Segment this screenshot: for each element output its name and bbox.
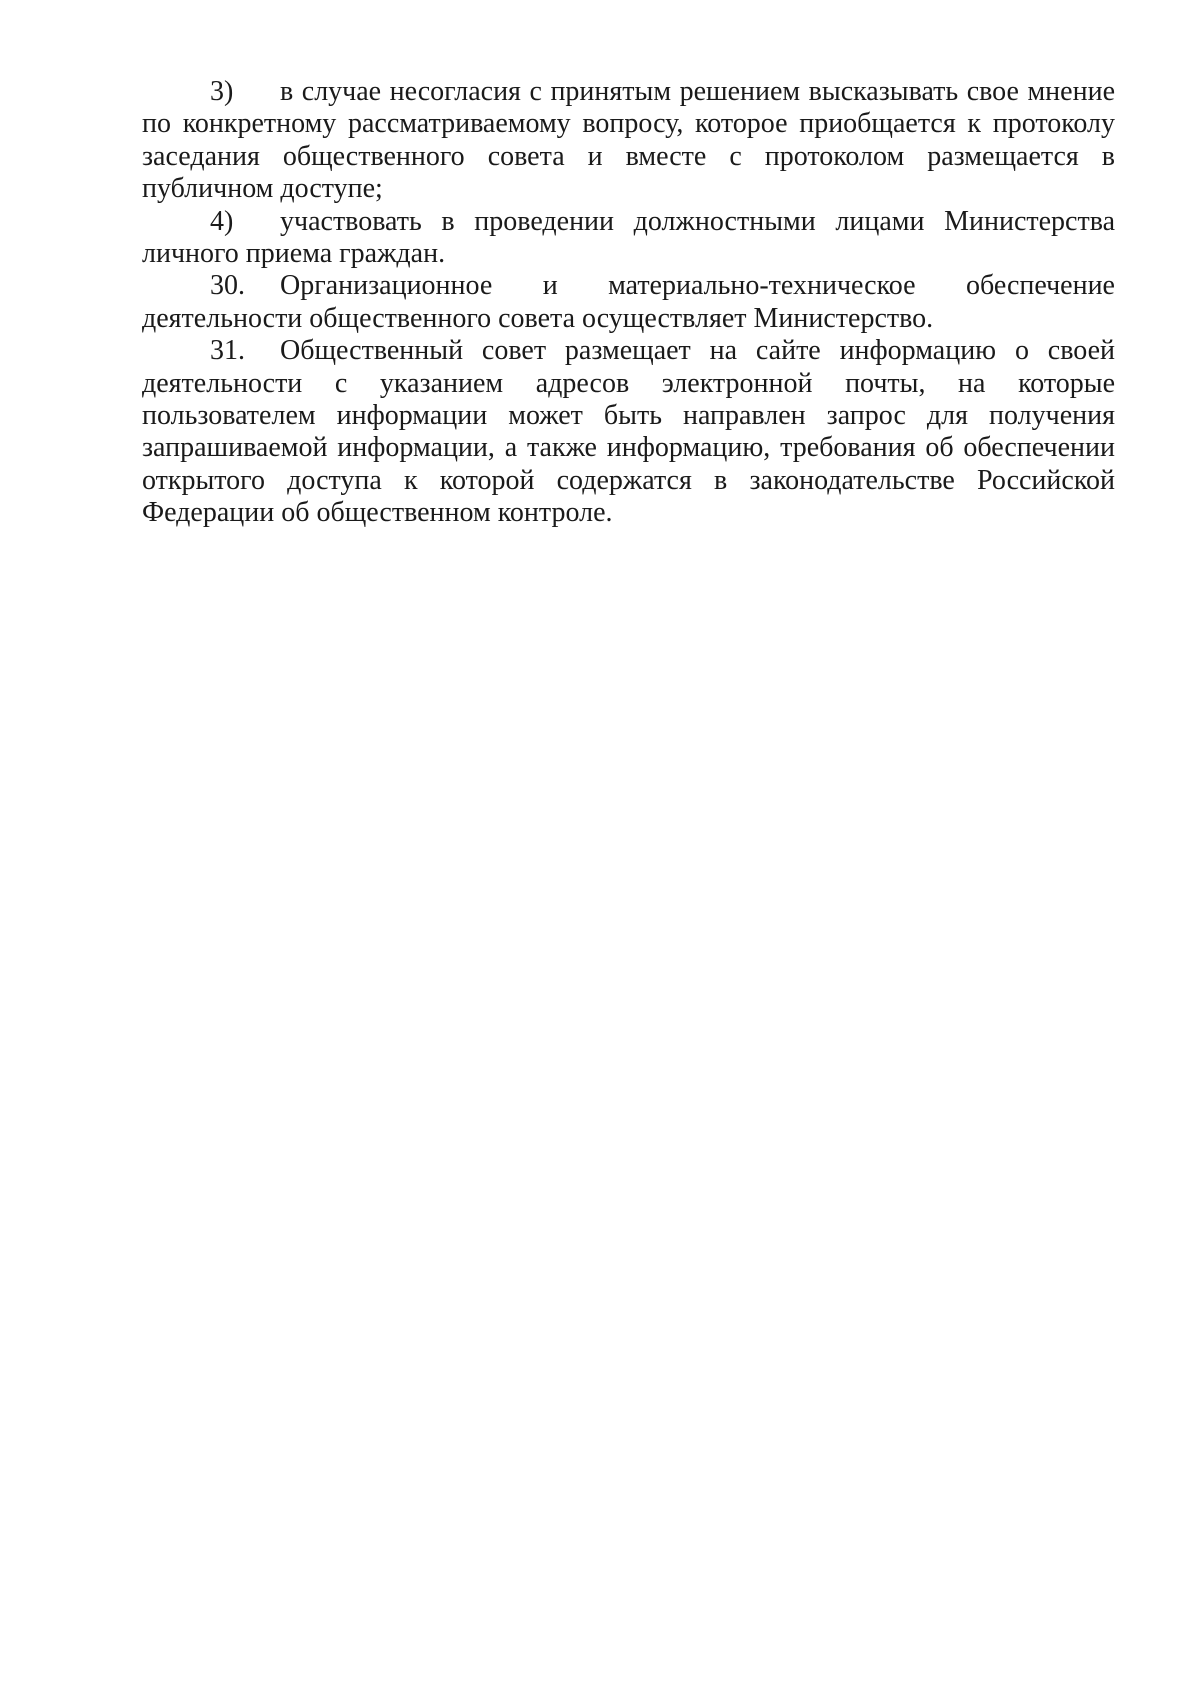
paragraph-text: Общественный совет размещает на сайте информацию о своей деятельности с указанием адресов электронной почты, на которые пользователем информации может быть направлен запрос для получения запрашиваемой информации, а также информацию, требования об обеспечении открытого доступа к которой содержатся в законодательстве Российской Федерации об общественном контроле. bbox=[142, 335, 1115, 529]
paragraph-number: 30. bbox=[210, 270, 245, 302]
paragraph-31 bbox=[142, 335, 1115, 529]
paragraph-number: 4) bbox=[210, 205, 234, 237]
paragraph-text: в случае несогласия с принятым решением высказывать свое мнение по конкретному рассматриваемому вопросу, которое приобщается к протоколу заседания общественного совета и вместе с протоколом размещается в публичном доступе; bbox=[142, 76, 1115, 205]
paragraph-item-4 bbox=[142, 206, 1115, 271]
paragraph-30 bbox=[142, 270, 1115, 335]
document-body bbox=[142, 76, 1115, 530]
paragraph-number: 31. bbox=[210, 335, 245, 367]
paragraph-item-3 bbox=[142, 76, 1115, 206]
paragraph-text: Организационное и материально-техническое обеспечение деятельности общественного совета осуществляет Министерство. bbox=[142, 270, 1115, 334]
paragraph-text: участвовать в проведении должностными лицами Министерства личного приема граждан. bbox=[142, 205, 1115, 270]
paragraph-number: 3) bbox=[210, 76, 234, 107]
